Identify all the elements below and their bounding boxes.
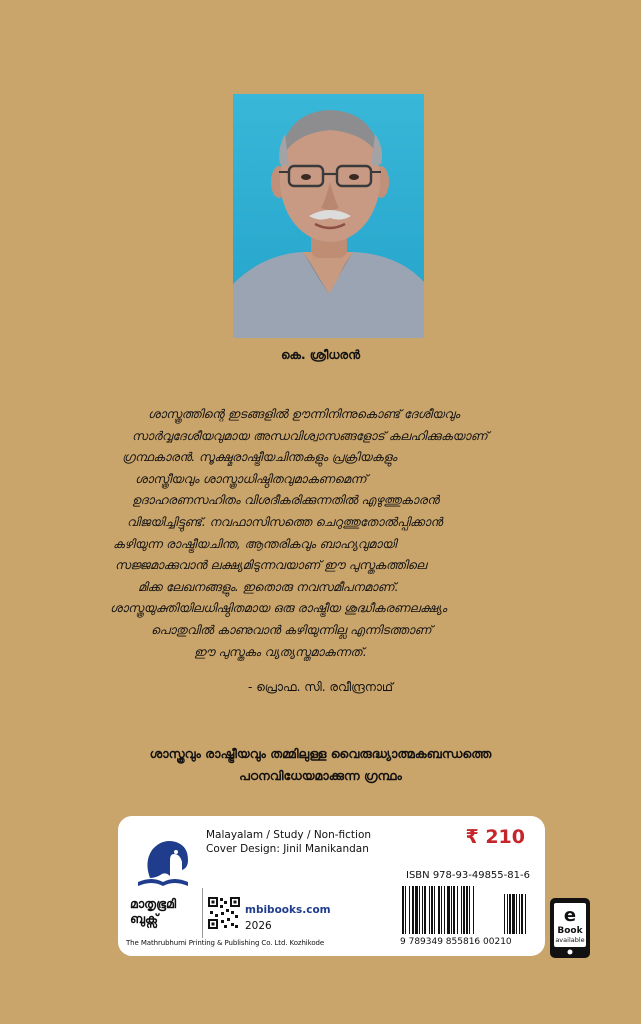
back-cover-blurb [110,404,535,663]
blurb-line: ശാസ്ത്രീയവും ശാസ്ത്രാധിഷ്ഠിതവുമാകണമെന്ന് [135,471,367,486]
blurb-line: സജ്ജമാക്കുവാൻ ലക്ഷ്യമിടുന്നവയാണ് ഈ പുസ്തകത്തിലെ [115,558,427,573]
barcode-number: 9 789349 855816 00210 [400,937,512,947]
publisher-website: mbibooks.com [245,904,331,916]
category-text: Malayalam / Study / Non-fiction [206,829,372,841]
price: ₹ 210 [465,826,525,848]
blurb-line: പൊതുവിൽ കാണുവാൻ കഴിയുന്നില്ല എന്നിടത്താണ് [151,622,432,637]
ebook-sub: available [555,936,585,944]
reviewer-attribution: - പ്രൊഫ. സി. രവീന്ദ്രനാഥ് [248,680,393,694]
publication-year: 2026 [245,920,272,932]
publisher-name-line: ബുക്സ് [130,911,159,926]
divider [202,888,203,938]
blurb-line: മിക്ക ലേഖനങ്ങളും. ഇതൊരു നവസമീപനമാണ്. [138,579,399,594]
blurb-line: ഉദാഹരണസഹിതം വിശദീകരിക്കുന്നതിൽ എഴുത്തുകാരൻ [132,493,440,508]
cover-design-credit: Cover Design: Jinil Manikandan [206,843,369,855]
publisher-full-name: The Mathrubhumi Printing & Publishing Co. Ltd. Kozhikode [126,939,325,947]
blurb-line: ശാസ്ത്രയുക്തിയിലധിഷ്ഠിതമായ ഒരു രാഷ്ട്രീയ ശുദ്ധീകരണലക്ഷ്യം [110,601,447,616]
blurb-line: വിജയിച്ചിട്ടുണ്ട്. നവഫാസിസത്തെ ചെറുത്തുതോൽപ്പിക്കാൻ [127,514,443,529]
ebook-word: Book [557,926,583,936]
blurb-line: ശാസ്ത്രത്തിന്റെ ഇടങ്ങളിൽ ഊന്നിനിന്നുകൊണ്ട് ദേശീയവും [148,407,460,421]
author-photo [233,94,424,338]
publisher-name [130,896,202,926]
book-info [206,828,371,856]
blurb-line: കഴിയുന്ന രാഷ്ട്രീയചിന്ത, ആന്തരികവും ബാഹ്യവുമായി [113,536,397,551]
publisher-info-card [118,816,545,956]
tagline-line: ശാസ്ത്രവും രാഷ്ട്രീയവും തമ്മിലുള്ള വൈരുദ്ധ്യാത്മകബന്ധത്തെ [149,746,492,761]
tagline-line: പഠനവിധേയമാക്കുന്ന ഗ്രന്ഥം [239,768,402,783]
blurb-line: ഗ്രന്ഥകാരൻ. സൂക്ഷ്മരാഷ്ട്രീയചിന്തകളും പ്രക്രിയകളും [122,450,397,465]
elephant-logo-icon [132,832,194,894]
qr-code-icon [207,896,241,930]
barcode-icon [400,886,532,936]
author-name: കെ. ശ്രീധരൻ [280,348,361,362]
isbn: ISBN 978-93-49855-81-6 [406,870,530,881]
ebook-letter: e [563,905,577,926]
blurb-line: സാർവ്വദേശീയവുമായ അന്ധവിശ്വാസങ്ങളോട് കലഹിക്കുകയാണ് [132,428,488,443]
ebook-available-badge [549,897,591,959]
blurb-line: ഈ പുസ്തകം വ്യത്യസ്തമാകുന്നത്. [194,644,367,659]
book-tagline [0,743,641,787]
publisher-name-line: മാതൃഭൂമി [130,896,177,911]
